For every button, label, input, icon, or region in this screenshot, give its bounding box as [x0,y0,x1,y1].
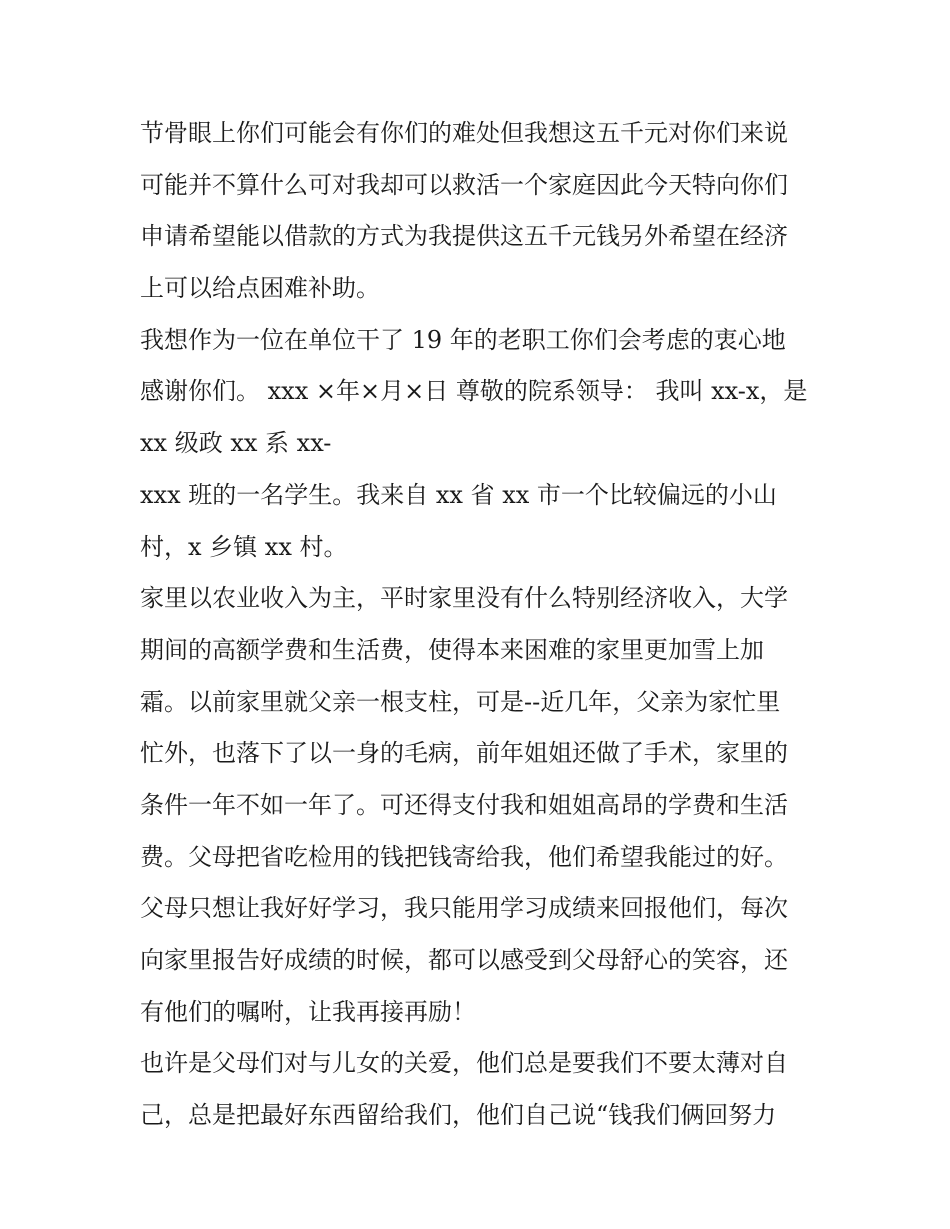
document-body-text [140,108,830,1142]
text-line: 感谢你们。 xxx ×年×月×日 尊敬的院系领导： 我叫 xx-x，是 [140,377,808,406]
text-line: 上可以给点困难补助。 [140,274,380,303]
text-line: 家里以农业收入为主，平时家里没有什么特别经济收入，大学 [140,584,788,613]
text-line: 期间的高额学费和生活费，使得本来困难的家里更加雪上加 [140,635,764,664]
text-line: 父母只想让我好好学习，我只能用学习成绩来回报他们，每次 [140,894,788,923]
text-line: xx 级政 xx 系 xx- [140,429,332,458]
text-line: 村，x 乡镇 xx 村。 [140,532,348,561]
text-line: xxx 班的一名学生。我来自 xx 省 xx 市一个比较偏远的小山 [140,480,777,509]
text-line: 申请希望能以借款的方式为我提供这五千元钱另外希望在经济 [140,222,788,251]
text-line: 节骨眼上你们可能会有你们的难处但我想这五千元对你们来说 [140,119,788,147]
text-line: 我想作为一位在单位干了 19 年的老职工你们会考虑的衷心地 [140,325,786,354]
text-line: 忙外，也落下了以一身的毛病，前年姐姐还做了手术，家里的 [140,739,788,768]
text-line: 也许是父母们对与儿女的关爱，他们总是要我们不要太薄对自 [140,1049,788,1078]
text-line: 己，总是把最好东西留给我们，他们自己说“钱我们俩回努力 [140,1101,777,1130]
text-line: 向家里报告好成绩的时候，都可以感受到父母舒心的笑容，还 [140,946,788,974]
text-line: 费。父母把省吃检用的钱把钱寄给我，他们希望我能过的好。 [140,842,788,871]
text-line: 可能并不算什么可对我却可以救活一个家庭因此今天特向你们 [140,170,788,199]
text-line: 有他们的嘱咐，让我再接再励！ [140,997,476,1026]
text-line: 霜。以前家里就父亲一根支柱，可是--近几年，父亲为家忙里 [140,687,781,716]
text-line: 条件一年不如一年了。可还得支付我和姐姐高昂的学费和生活 [140,790,788,819]
